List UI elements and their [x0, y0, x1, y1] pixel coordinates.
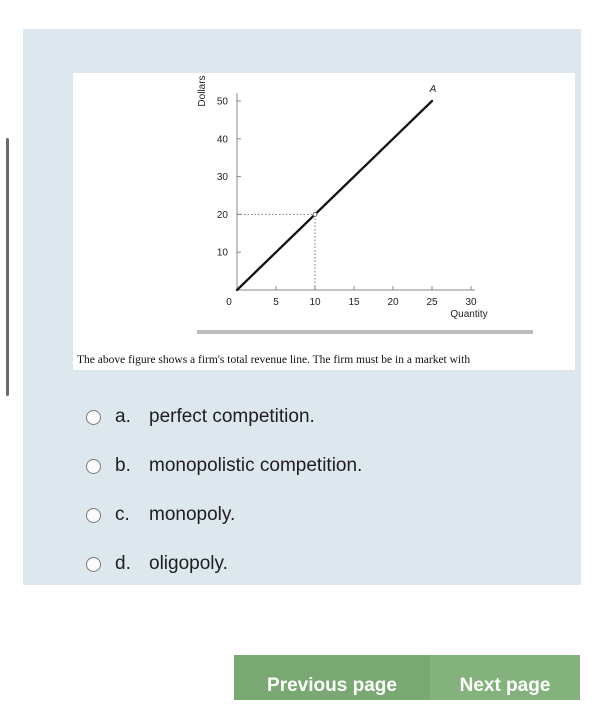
- highlight-point: [313, 212, 317, 216]
- option-letter: a.: [115, 406, 131, 427]
- x-tick-label: 15: [348, 297, 360, 308]
- radio-button[interactable]: [86, 557, 101, 572]
- x-tick-label: 30: [465, 297, 477, 308]
- radio-button[interactable]: [86, 508, 101, 523]
- scrollbar[interactable]: [6, 138, 9, 396]
- x-tick-label: 0: [226, 297, 232, 308]
- answer-option[interactable]: [86, 454, 362, 478]
- total-revenue-chart: [73, 73, 575, 370]
- option-text: monopolistic competition.: [149, 455, 363, 476]
- x-tick-label: 20: [387, 297, 399, 308]
- y-axis-label: Dollars: [197, 75, 208, 107]
- y-tick-label: 30: [216, 172, 228, 184]
- page-navigation: [234, 655, 580, 700]
- option-letter: d.: [115, 553, 131, 574]
- y-tick-label: 50: [216, 96, 228, 108]
- line-end-label: A: [429, 84, 437, 95]
- option-letter: b.: [115, 455, 131, 476]
- option-text: oligopoly.: [149, 553, 228, 574]
- question-text: The above figure shows a firm's total revenue line. The firm must be in a market with: [77, 354, 471, 366]
- x-tick-label: 5: [273, 297, 279, 308]
- y-tick-label: 10: [216, 247, 228, 259]
- x-tick-label: 10: [309, 297, 321, 308]
- x-axis-label: Quantity: [450, 309, 488, 320]
- y-tick-label: 20: [216, 209, 228, 221]
- radio-button[interactable]: [86, 459, 101, 474]
- answer-option[interactable]: [86, 552, 362, 576]
- x-tick-label: 25: [426, 297, 438, 308]
- answer-option[interactable]: [86, 405, 362, 429]
- question-card: [23, 29, 581, 585]
- figure-divider: [197, 330, 533, 334]
- previous-page-button[interactable]: Previous page: [234, 655, 430, 700]
- option-text: perfect competition.: [149, 406, 315, 427]
- total-revenue-line: [237, 101, 432, 290]
- next-page-button[interactable]: Next page: [430, 655, 580, 700]
- option-text: monopoly.: [149, 504, 236, 525]
- option-letter: c.: [115, 504, 130, 525]
- answer-option[interactable]: [86, 503, 362, 527]
- radio-button[interactable]: [86, 410, 101, 425]
- y-tick-label: 40: [216, 134, 228, 146]
- figure-panel: [73, 73, 575, 370]
- answer-options: [86, 405, 362, 601]
